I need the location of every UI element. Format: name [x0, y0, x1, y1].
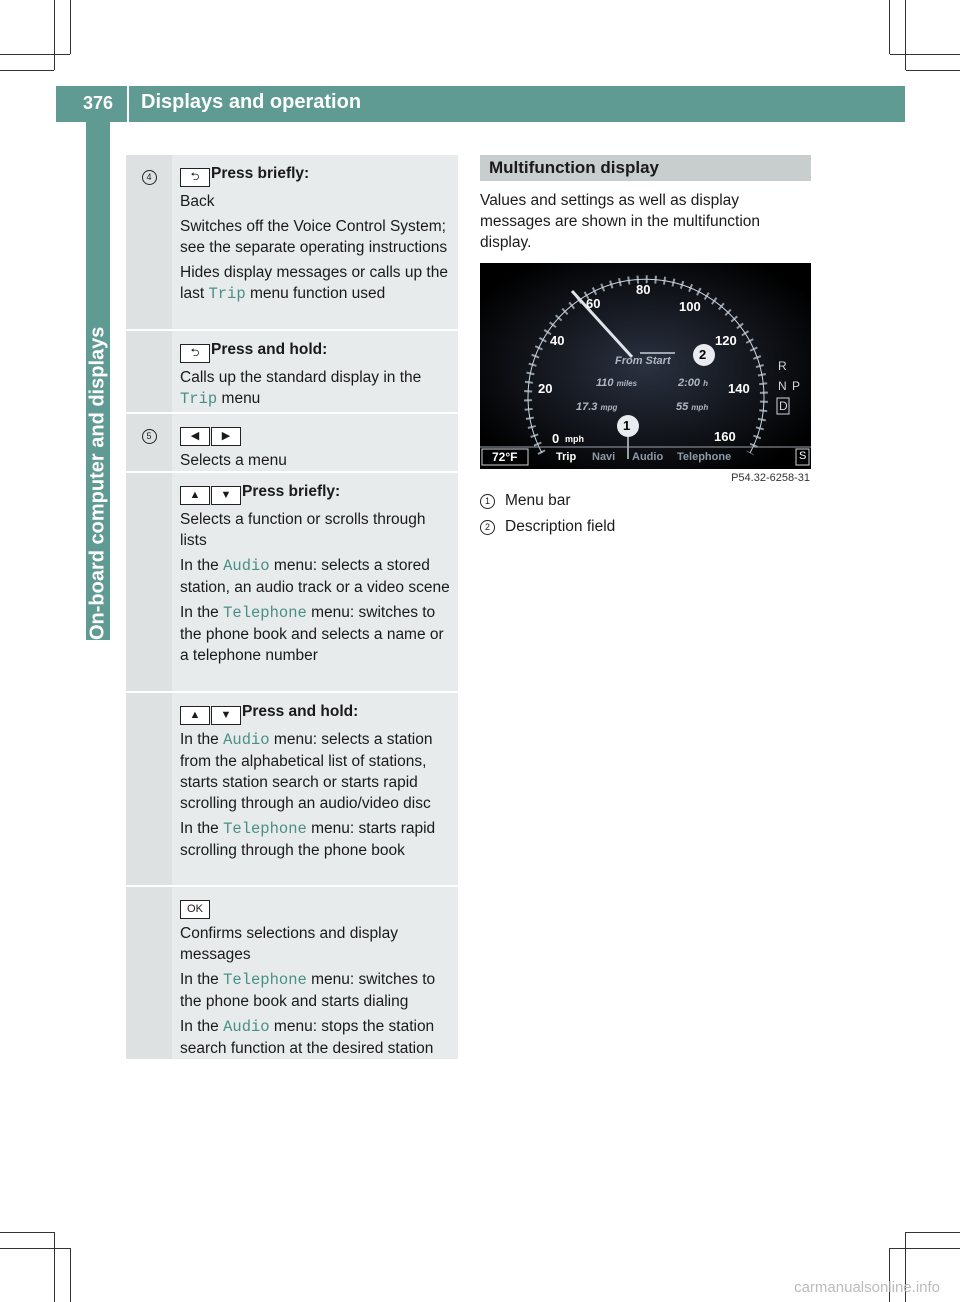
text-span: menu: selects a stored station, an audio track or a video scene: [180, 557, 450, 596]
row-text: Selects a function or scrolls through lists: [180, 511, 426, 549]
menu-code: Telephone: [223, 604, 307, 622]
crop-mark: [906, 70, 960, 71]
value: 17.3: [576, 401, 598, 413]
row-heading: Press and hold:: [242, 703, 359, 720]
back-icon: ⮌: [180, 168, 210, 187]
text-span: Hides display messages or calls up the last: [180, 264, 448, 302]
legend-number: 2: [480, 520, 495, 535]
unit: mph: [691, 403, 709, 412]
section-heading: Multifunction display: [480, 155, 811, 181]
up-arrow-icon: ▲: [180, 706, 210, 725]
row-number: [126, 414, 172, 471]
crop-mark: [0, 70, 54, 71]
right-arrow-icon: ▶: [211, 427, 241, 446]
row-text: [180, 1016, 452, 1059]
multifunction-display-figure: [480, 263, 811, 469]
temperature: 72°F: [492, 450, 518, 464]
legend-label: Menu bar: [505, 492, 571, 509]
row-text: [180, 818, 452, 861]
tick-120: 120: [715, 333, 737, 348]
text-span: menu function used: [249, 285, 386, 302]
tick-80: 80: [636, 282, 651, 297]
legend-label: Description field: [505, 518, 616, 535]
side-tab-label: On-board computer and displays: [86, 326, 109, 640]
gear-n: N: [778, 379, 787, 393]
row-number: [126, 887, 172, 1059]
down-arrow-icon: ▼: [211, 706, 241, 725]
tick-20: 20: [538, 381, 553, 396]
row-description: [172, 887, 458, 1059]
text-span: In the: [180, 820, 219, 837]
row-number-circle: 4: [142, 170, 157, 185]
row-heading: Press briefly:: [242, 483, 341, 500]
ok-icon: OK: [180, 900, 210, 919]
text-span: In the: [180, 1018, 219, 1035]
from-start-label: From Start: [615, 355, 671, 367]
down-arrow-icon: ▼: [211, 486, 241, 505]
text-span: menu: starts rapid scrolling through the phone book: [180, 820, 436, 859]
row-text: [180, 555, 452, 598]
text-span: In the: [180, 604, 219, 621]
crop-mark: [890, 54, 960, 55]
tick-140: 140: [728, 381, 750, 396]
row-number: [126, 331, 172, 412]
menu-code: Audio: [223, 1018, 270, 1036]
distance-value: [596, 377, 637, 389]
value: 55: [676, 401, 689, 413]
row-text: Selects a menu: [180, 452, 287, 469]
menu-item-trip: Trip: [556, 451, 577, 463]
row-text: [180, 969, 452, 1012]
row-heading: Press and hold:: [211, 341, 328, 358]
crop-mark: [0, 54, 70, 55]
row-number: [126, 693, 172, 885]
text-span: In the: [180, 971, 219, 988]
tick-60: 60: [586, 296, 601, 311]
gear-p: P: [792, 379, 801, 393]
crop-mark: [0, 1232, 54, 1233]
row-heading: Press briefly:: [211, 165, 310, 182]
text-span: Calls up the standard display in the: [180, 369, 422, 386]
tick-0: 0: [552, 431, 560, 446]
time-value: [678, 377, 708, 389]
gear-d: D: [779, 399, 788, 413]
row-text: [180, 602, 452, 666]
row-text: [180, 367, 452, 410]
crop-mark: [906, 1232, 960, 1233]
row-description: [172, 693, 458, 885]
header-divider: [127, 86, 129, 122]
controls-table: [126, 155, 458, 1061]
row-description: [172, 155, 458, 329]
row-number: [126, 155, 172, 329]
legend-item: [480, 518, 810, 536]
legend-number: 1: [480, 494, 495, 509]
tick-40: 40: [550, 333, 565, 348]
left-arrow-icon: ◀: [180, 427, 210, 446]
table-row: [126, 473, 458, 693]
avg-speed-value: [676, 401, 708, 413]
menu-code: Audio: [223, 731, 270, 749]
menu-item-audio: Audio: [632, 451, 664, 463]
page-title: Displays and operation: [141, 91, 362, 113]
table-row: [126, 693, 458, 887]
text-span: In the: [180, 731, 219, 748]
menu-item-telephone: Telephone: [677, 451, 732, 463]
menu-code: Trip: [208, 285, 246, 303]
text-span: menu: switches to the phone book and starts dialing: [180, 971, 436, 1010]
row-description: [172, 331, 458, 412]
unit: miles: [616, 379, 638, 388]
text-span: menu: [221, 390, 261, 407]
up-arrow-icon: ▲: [180, 486, 210, 505]
row-text: Confirms selections and display messages: [180, 925, 398, 963]
row-number-circle: 5: [142, 429, 157, 444]
section-intro: Values and settings as well as display messages are shown in the multifunction display.: [480, 192, 761, 251]
s-icon: S: [799, 450, 807, 462]
value: 110: [596, 377, 614, 389]
value: 2:00: [678, 377, 701, 389]
table-row: [126, 414, 458, 473]
footer-watermark: carmanualsonline.info: [794, 1279, 940, 1296]
row-number: [126, 473, 172, 691]
callout-2: 2: [699, 347, 707, 362]
crop-mark: [54, 0, 55, 70]
text-span: menu: switches to the phone book and selects a name or a telephone number: [180, 604, 444, 664]
back-icon: ⮌: [180, 344, 210, 363]
menu-item-navi: Navi: [592, 451, 616, 463]
unit-label: mph: [565, 434, 584, 444]
text-span: In the: [180, 557, 219, 574]
crop-mark: [70, 0, 71, 54]
legend-item: [480, 492, 810, 510]
table-row: [126, 887, 458, 1061]
text-span: menu: selects a station from the alphabetical list of stations, starts station search or starts rapid scrolling through an audio/video disc: [180, 731, 433, 812]
figure-caption: P54.32-6258-31: [731, 472, 810, 484]
text-span: menu: stops the station search function at the desired station: [180, 1018, 435, 1057]
crop-mark: [889, 0, 890, 54]
callout-1: 1: [623, 418, 631, 433]
unit: h: [703, 379, 708, 388]
gear-r: R: [778, 359, 787, 373]
tick-160: 160: [714, 429, 736, 444]
crop-mark: [905, 0, 906, 70]
crop-mark: [54, 1232, 55, 1302]
menu-code: Trip: [180, 390, 218, 408]
row-text: [180, 262, 452, 305]
table-row: [126, 331, 458, 414]
row-text: [180, 729, 452, 814]
row-text: Back: [180, 193, 215, 210]
page-number: 376: [83, 93, 114, 113]
row-text: Switches off the Voice Control System; see the separate operating instructions: [180, 218, 448, 256]
crop-mark: [0, 1248, 70, 1249]
menu-code: Audio: [223, 557, 270, 575]
menu-code: Telephone: [223, 820, 307, 838]
tick-100: 100: [679, 299, 701, 314]
unit: mpg: [600, 403, 618, 412]
crop-mark: [70, 1248, 71, 1302]
table-row: [126, 155, 458, 331]
economy-value: [576, 401, 617, 413]
row-description: [172, 414, 458, 471]
row-description: [172, 473, 458, 691]
crop-mark: [890, 1248, 960, 1249]
menu-code: Telephone: [223, 971, 307, 989]
